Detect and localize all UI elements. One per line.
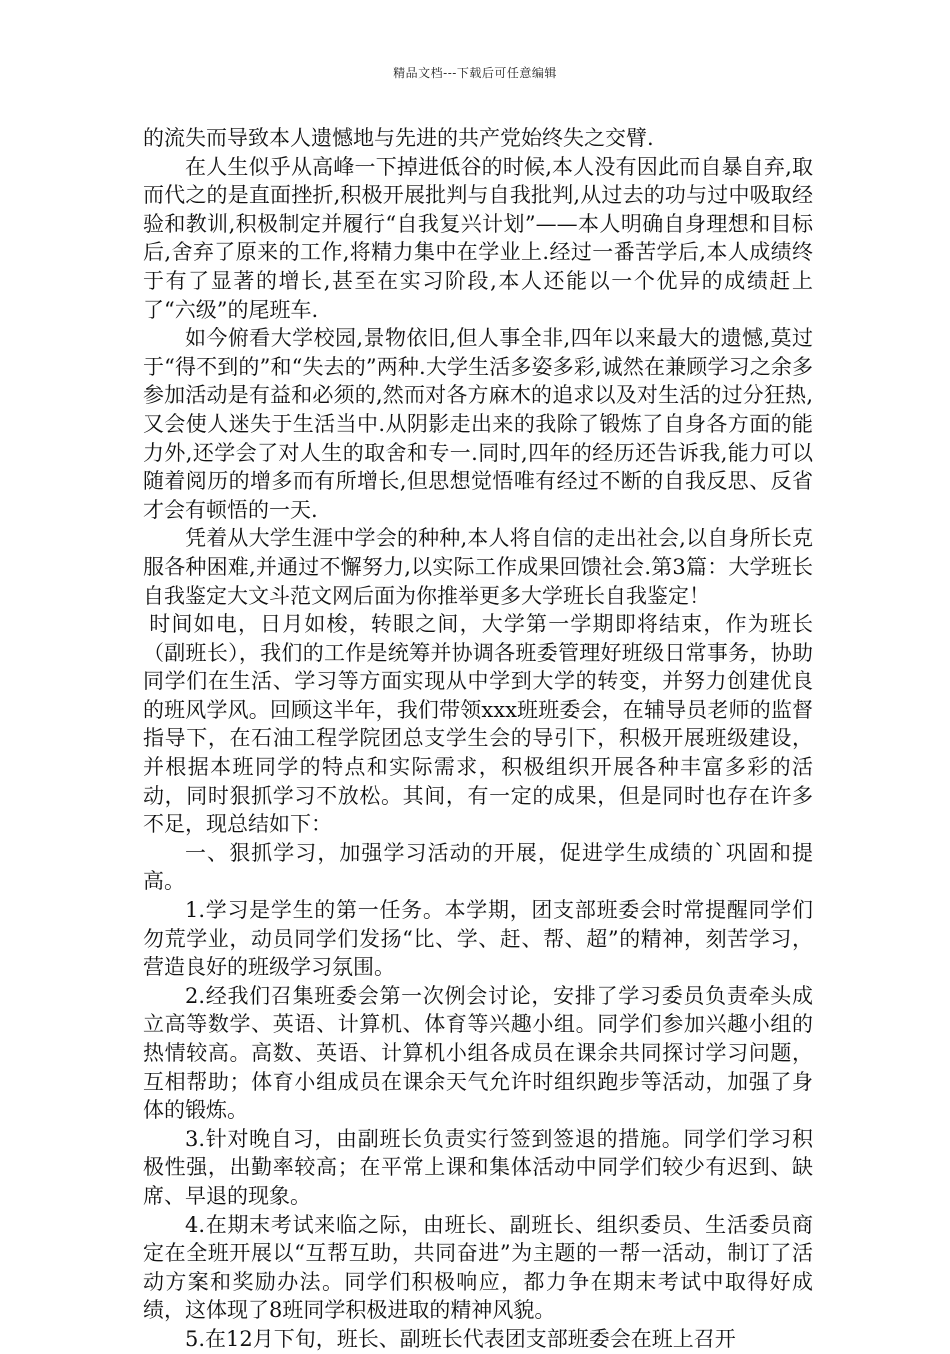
list-item: 4.在期末考试来临之际，由班长、副班长、组织委员、生活委员商定在全班开展以“互帮互助，共同奋进”为主题的一帮一活动，制订了活动方案和奖励办法。同学们积极响应，都力争在期末考试中取得好成绩，这体现了8班同学积极进取的精神风貌。 xyxy=(143,1212,813,1323)
list-item: 1.学习是学生的第一任务。本学期，团支部班委会时常提醒同学们勿荒学业，动员同学们发扬“比、学、赶、帮、超”的精神，刻苦学习，营造良好的班级学习氛围。 xyxy=(143,898,813,980)
paragraph-continuation: 的流失而导致本人遗憾地与先进的共产党始终失之交臂. xyxy=(143,126,654,150)
section-heading: 一、狠抓学习，加强学习活动的开展，促进学生成绩的`巩固和提高。 xyxy=(143,840,813,894)
paragraph: 在人生似乎从高峰一下掉进低谷的时候,本人没有因此而自暴自弃,取而代之的是直面挫折,积极开展批判与自我批判,从过去的功与过中吸取经验和教训,积极制定并履行“自我复兴计划”——本人明确自身理想和目标后,舍弃了原来的工作,将精力集中在学业上.经过一番苦学后,本人成绩终于有了显著的增长,甚至在实习阶段,本人还能以一个优异的成绩赶上了“六级”的尾班车. xyxy=(143,154,813,322)
list-item: 3.针对晚自习，由副班长负责实行签到签退的措施。同学们学习积极性强，出勤率较高；在平常上课和集体活动中同学们较少有迟到、缺席、早退的现象。 xyxy=(143,1126,813,1208)
list-item: 2.经我们召集班委会第一次例会讨论，安排了学习委员负责牵头成立高等数学、英语、计算机、体育等兴趣小组。同学们参加兴趣小组的热情较高。高数、英语、计算机小组各成员在课余共同探讨学习问题，互相帮助；体育小组成员在课余天气允许时组织跑步等活动，加强了身体的锻炼。 xyxy=(143,983,813,1123)
running-header: 精品文档---下载后可任意编辑 xyxy=(393,66,557,80)
paragraph: 如今俯看大学校园,景物依旧,但人事全非,四年以来最大的遗憾,莫过于“得不到的”和“失去的”两种.大学生活多姿多彩,诚然在兼顾学习之余多参加活动是有益和必须的,然而对各方麻木的追求以及对生活的过分狂热,又会使人迷失于生活当中.从阴影走出来的我除了锻炼了自身各方面的能力外,还学会了对人生的取舍和专一.同时,四年的经历还告诉我,能力可以随着阅历的增多而有所增长,但思想觉悟唯有经过不断的自我反思、反省才会有顿悟的一天. xyxy=(143,326,813,522)
paragraph: 时间如电，日月如梭，转眼之间，大学第一学期即将结束，作为班长（副班长），我们的工作是统筹并协调各班委管理好班级日常事务，协助同学们在生活、学习等方面实现从中学到大学的转变，并努力创建优良的班风学风。回顾这半年，我们带领xxx班班委会，在辅导员老师的监督指导下，在石油工程学院团总支学生会的导引下，积极开展班级建设，并根据本班同学的特点和实际需求，积极组织开展各种丰富多彩的活动，同时狠抓学习不放松。其间，有一定的成果，但是同时也存在许多不足，现总结如下： xyxy=(143,612,813,837)
document-body xyxy=(143,124,813,1354)
paragraph: 凭着从大学生涯中学会的种种,本人将自信的走出社会,以自身所长克服各种困难,并通过不懈努力,以实际工作成果回馈社会.第3篇：大学班长自我鉴定大文斗范文网后面为你推举更多大学班长自我鉴定！ xyxy=(143,526,813,608)
list-item: 5.在12月下旬，班长、副班长代表团支部班委会在班上召开 xyxy=(185,1326,736,1351)
